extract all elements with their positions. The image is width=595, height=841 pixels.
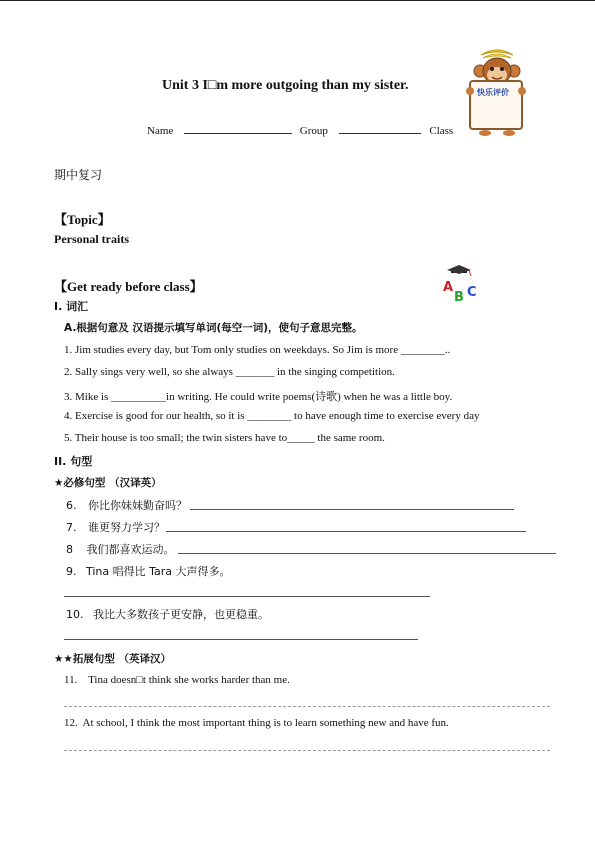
item-number: 8 bbox=[66, 543, 73, 556]
get-ready-heading: 【Get ready before class】 bbox=[54, 279, 203, 294]
top-border bbox=[0, 0, 595, 1]
required-item-6 bbox=[66, 497, 187, 513]
vocab-item-4: 4. Exercise is good for our health, so it is ________ to have enough time to exercise every day bbox=[64, 410, 480, 422]
item-text: 谁更努力学习？ bbox=[88, 521, 165, 534]
answer-line-12[interactable] bbox=[64, 750, 550, 751]
topic-text: Personal traits bbox=[54, 232, 129, 246]
answer-line-8[interactable] bbox=[178, 553, 556, 554]
svg-text:A: A bbox=[443, 280, 454, 295]
student-info-row bbox=[147, 123, 453, 137]
badge-text: 快乐评价 bbox=[477, 88, 509, 97]
section-midterm: 期中复习 bbox=[54, 168, 103, 182]
item-number: 10. bbox=[66, 608, 84, 621]
class-label: Class bbox=[429, 125, 454, 137]
item-number: 6. bbox=[66, 499, 77, 512]
page-title: Unit 3 I□m more outgoing than my sister. bbox=[162, 78, 409, 93]
abc-illustration bbox=[441, 265, 483, 305]
item-text: 我们都喜欢运动。 bbox=[86, 543, 175, 556]
group-label: Group bbox=[299, 125, 328, 137]
name-label: Name bbox=[147, 125, 174, 137]
item-number: 11. bbox=[64, 674, 78, 686]
monkey-evaluation-badge bbox=[463, 47, 531, 137]
required-heading: ★必修句型 （汉译英） bbox=[54, 477, 162, 489]
extended-heading: ★★拓展句型 （英译汉） bbox=[54, 653, 171, 665]
item-text: Tina 唱得比 Tara 大声得多。 bbox=[86, 565, 231, 578]
answer-line-9[interactable] bbox=[64, 596, 430, 597]
answer-line-11[interactable] bbox=[64, 706, 550, 707]
part1-heading: I. 词汇 bbox=[54, 300, 89, 313]
required-item-9 bbox=[66, 563, 231, 579]
answer-line-6[interactable] bbox=[190, 509, 514, 510]
vocab-item-1: 1. Jim studies every day, but Tom only studies on weekdays. So Jim is more ________.. bbox=[64, 344, 451, 356]
part1-instruction: A.根据句意及 汉语提示填写单词(每空一词)，使句子意思完整。 bbox=[64, 322, 363, 334]
item-text: At school, I think the most important thing is to learn something new and have fun. bbox=[82, 717, 449, 729]
required-item-8 bbox=[66, 541, 175, 557]
answer-line-7[interactable] bbox=[166, 531, 526, 532]
vocab-item-5: 5. Their house is too small; the twin sisters have to_____ the same room. bbox=[64, 432, 385, 444]
item-text: Tina doesn□t think she works harder than me. bbox=[88, 674, 290, 686]
item-number: 9. bbox=[66, 565, 77, 578]
item-number: 7. bbox=[66, 521, 77, 534]
extended-item-11 bbox=[64, 674, 290, 686]
part2-heading: II. 句型 bbox=[54, 455, 93, 468]
required-item-10 bbox=[66, 606, 269, 622]
svg-text:B: B bbox=[454, 290, 464, 305]
item-text: 你比你妹妹勤奋吗？ bbox=[88, 499, 187, 512]
abc-blocks-icon bbox=[441, 265, 483, 305]
name-blank[interactable] bbox=[184, 123, 292, 134]
extended-item-12 bbox=[64, 717, 449, 729]
vocab-item-3: 3. Mike is __________in writing. He could write poems(诗歌) when he was a little boy. bbox=[64, 391, 453, 403]
topic-heading: 【Topic】 bbox=[54, 212, 111, 227]
svg-text:C: C bbox=[467, 285, 477, 300]
answer-line-10[interactable] bbox=[64, 639, 418, 640]
required-item-7 bbox=[66, 519, 165, 535]
group-blank[interactable] bbox=[339, 123, 421, 134]
item-text: 我比大多数孩子更安静，也更稳重。 bbox=[93, 608, 269, 621]
item-number: 12. bbox=[64, 717, 78, 729]
vocab-item-2: 2. Sally sings very well, so she always _______ in the singing competition. bbox=[64, 366, 395, 378]
